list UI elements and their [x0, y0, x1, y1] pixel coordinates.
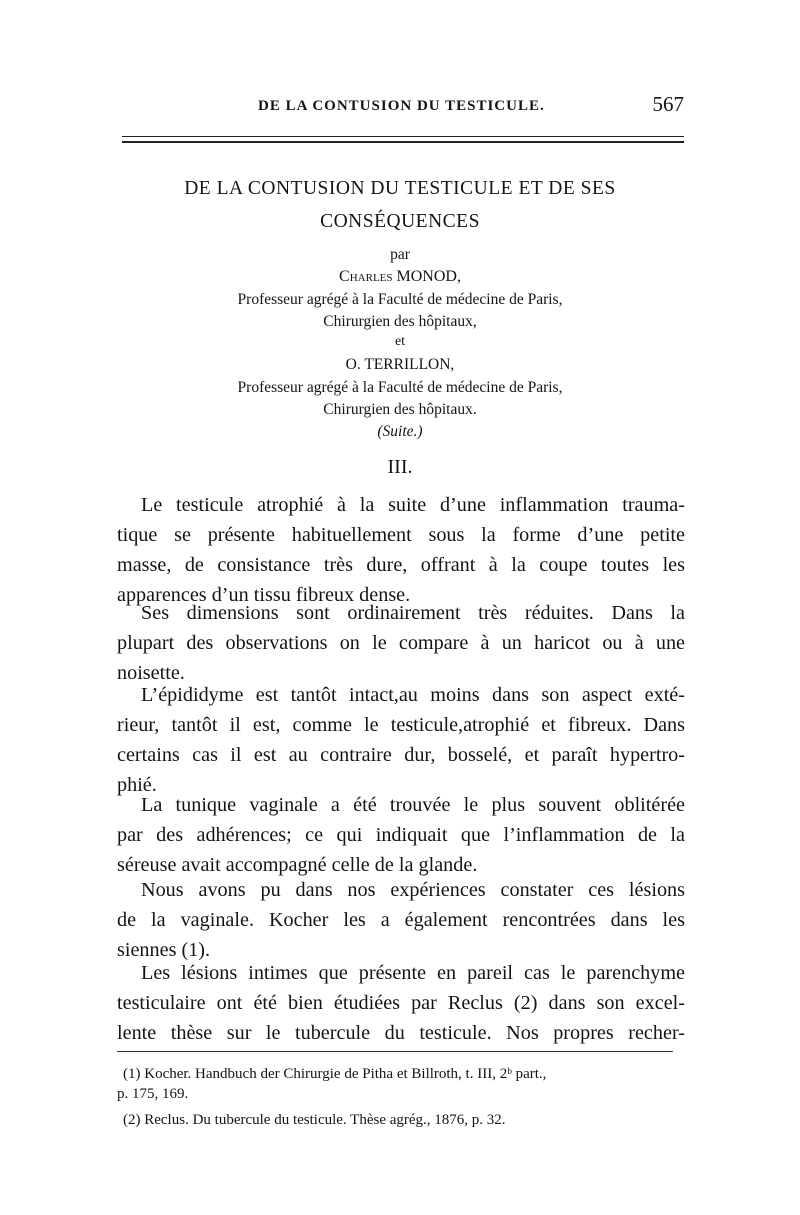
paragraph-5 [117, 875, 685, 965]
byline-par: par [390, 246, 410, 263]
paragraph-2 [117, 598, 685, 688]
author-2-name: O. TERRILLON, [345, 356, 455, 373]
running-title: DE LA CONTUSION DU TESTICULE. [258, 98, 545, 114]
article-title [100, 172, 700, 238]
running-head [118, 92, 684, 122]
text-line: testiculaire ont été bien étudiées par Reclus (2) dans son excel- [117, 992, 685, 1014]
suite-note: (Suite.) [377, 423, 423, 440]
footnote-line: p. 175, 169. [117, 1086, 189, 1102]
text-line: par des adhérences; ce qui indiquait que l’inflammation de la [117, 824, 685, 846]
text-line: plupart des observations on le compare à un haricot ou à une [117, 632, 685, 654]
byline-and: et [394, 334, 406, 349]
author-1-role-2: Chirurgien des hôpitaux, [323, 313, 477, 330]
footnote-rule [117, 1051, 673, 1052]
text-line: masse, de consistance très dure, offrant à la coupe toutes les [117, 554, 685, 576]
text-line: certains cas il est au contraire dur, bosselé, et paraît hypertro- [117, 744, 685, 766]
paragraph-4 [117, 790, 685, 880]
paragraph-6 [117, 958, 685, 1048]
text-line: de la vaginale. Kocher les a également rencontrées dans les [117, 909, 685, 931]
author-1-name: Charles MONOD, [339, 268, 461, 285]
text-line: La tunique vaginale a été trouvée le plus souvent oblitérée [141, 794, 685, 816]
text-line: séreuse avait accompagné celle de la glande. [117, 854, 478, 876]
article-title-line-2: CONSÉQUENCES [320, 211, 480, 232]
text-line: Le testicule atrophié à la suite d’une inflammation trauma- [141, 494, 685, 516]
footnote-line: (1) Kocher. Handbuch der Chirurgie de Pitha et Billroth, t. III, 2ᵇ part., [123, 1066, 547, 1082]
footnote-1 [117, 1064, 685, 1104]
text-line: siennes (1). [117, 939, 211, 961]
footnote-2 [117, 1110, 685, 1130]
footnote-line: (2) Reclus. Du tubercule du testicule. Thèse agrég., 1876, p. 32. [123, 1112, 506, 1128]
header-rule [122, 136, 684, 143]
article-title-line-1: DE LA CONTUSION DU TESTICULE ET DE SES [184, 178, 616, 199]
text-line: L’épididyme est tantôt intact,au moins dans son aspect exté- [141, 684, 685, 706]
text-line: Ses dimensions sont ordinairement très réduites. Dans la [141, 602, 685, 624]
author-2-role-1: Professeur agrégé à la Faculté de médecine de Paris, [237, 379, 563, 396]
text-line: noisette. [117, 662, 185, 684]
text-line: Nous avons pu dans nos expériences constater ces lésions [141, 879, 685, 901]
text-line: rieur, tantôt il est, comme le testicule,atrophié et fibreux. Dans [117, 714, 685, 736]
text-line: lente thèse sur le tubercule du testicule. Nos propres recher- [117, 1022, 685, 1044]
text-line: apparences d’un tissu fibreux dense. [117, 584, 411, 606]
paragraph-3 [117, 680, 685, 800]
author-2-role-2: Chirurgien des hôpitaux. [323, 401, 477, 418]
text-line: phié. [117, 774, 157, 796]
section-number: III. [387, 456, 413, 478]
paragraph-1 [117, 490, 685, 610]
page-number: 567 [652, 92, 684, 116]
text-line: Les lésions intimes que présente en pareil cas le parenchyme [141, 962, 685, 984]
text-line: tique se présente habituellement sous la forme d’une petite [117, 524, 685, 546]
author-1-role-1: Professeur agrégé à la Faculté de médecine de Paris, [237, 291, 563, 308]
